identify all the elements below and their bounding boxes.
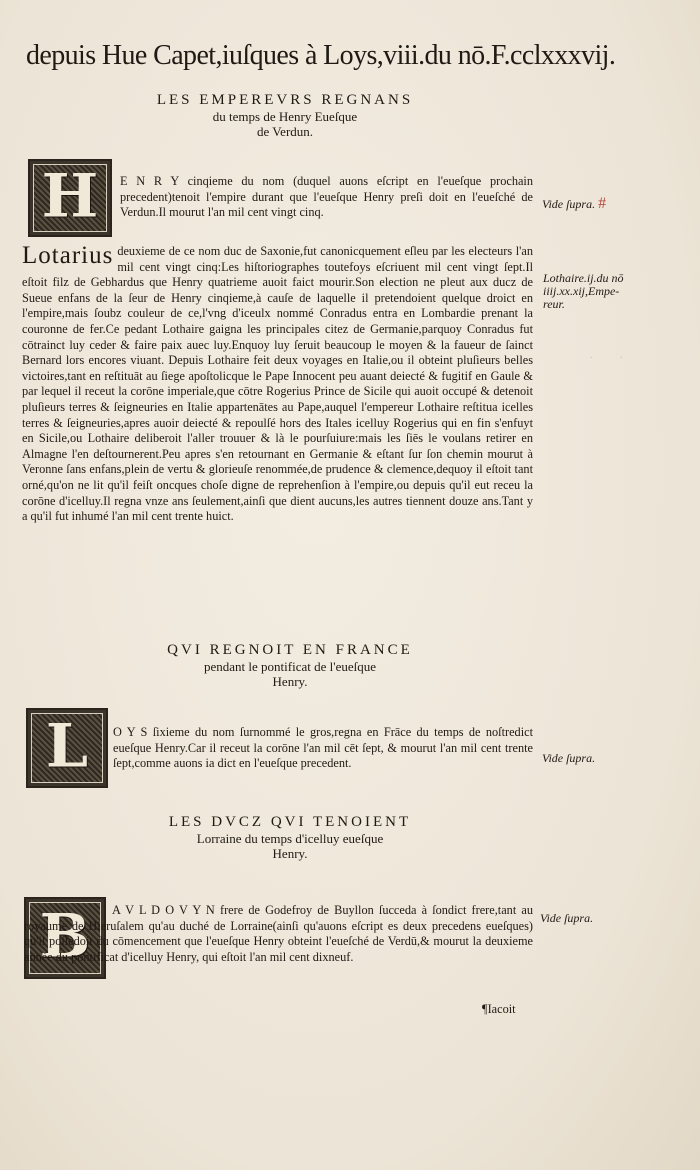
section-heading-france (100, 642, 480, 689)
heading-sub-1: pendant le pontificat de l'eueſque (204, 659, 376, 674)
heading-sub-2: de Verdun. (256, 124, 314, 139)
heading-sub-2: Henry. (272, 674, 308, 689)
dropcap-letter: L (45, 711, 89, 782)
section-heading-dukes (90, 814, 490, 861)
paragraph-lotarius-text: deuxieme de ce nom duc de Saxonie,fut canonicquement eſleu par les electeurs l'an mil cent vingt cinq:Les hiſtoriographes toutefoys eſcriuent mil cent vingt ſept.Il eſtoit filz de Gebhardus que Henry quatrieme auoit faict mourir.Son election ne pleut aux ducz de Sueue enfans de la ſeur de Henry cinqieme,à cauſe de laquelle il pretendoient quelque droict en l'empire,mais ſoubz couleur de ce,l'vng d'iceulx nommé Conradus entra en Lombardie prenant la couronne de fer.Ce pedant Lothaire gaigna les principales citez de Germanie,parquoy Conradus fut cōtrainct luy ceder & faire paix auec luy.Enquoy luy ſeruit beaucoup le moyen & la faueur de ſainct Bernard lors encores viuant. Depuis Lothaire feit deux voyages en Italie,ou il obteint pluſieurs belles victoires,tant en reſtituāt au ſiege apoſtolicque le Pape Innocent peu auant deiecté & fugitif en Gaule & par lequel il receut la corōne imperiale,que cōtre Rogerius Prince de Sicile qui auoit occupé & detenoit pluſieurs terres & ſeigneuries en Italie appartenātes au Pape,auquel l'empereur Lothaire reſtitua icelles terres & ſeigneuries,apres auoir deiecté & repoulſé hors des Itales icelluy Rogerius qui en fin s'enfuyt en Sicile,ou Lothaire deliberoit l'aller trouuer & là le pourſuiure:mais les ſiēs le voulans retirer en Almagne l'en deſtournerent.Peu apres s'en retournant en Germanie & eſtant ſur ſon chemin mourut à Veronne ſans enfans,plein de vertu & glorieuſe renommée,de prudence & clemence,dequoy il eſtoit tant orné,qu'on ne lit qu'il feiſt oncques choſe digne de reprehenſion à l'empire,ou depuis qu'il eut receu la corōne d'icelluy.Il regna vnze ans ſeulement,ainſi que dient aucuns,les autres tiennent douze ans.Tant y a qu'il fut inhumé l'an mil cent trente huict. (22, 244, 533, 524)
bleed-through-mark: . (620, 350, 623, 361)
margin-note-vide-supra-2: Vide ſupra. (542, 751, 596, 765)
paragraph-lotarius (22, 244, 533, 525)
paragraph-henry: E N R Y cinqieme du nom (duquel auons eſcript en l'eueſque prochain precedent)tenoit l'empire durant que l'eueſque Henry preſi doit en l'eueſché de Verdun.Il mourut l'an mil cent vingt cinq. (120, 174, 533, 220)
margin-note-line-1: Lothaire.ij.du nō (543, 271, 624, 285)
heading-caps: LES DVCZ QVI TENOIENT (168, 814, 412, 830)
heading-caps: QVI REGNOIT EN FRANCE (167, 642, 413, 658)
margin-note-vide-supra-1 (542, 197, 606, 211)
heading-sub-1: du temps de Henry Eueſque (212, 109, 358, 124)
margin-note-text: Vide ſupra. (542, 197, 596, 211)
dropcap-l (26, 708, 108, 788)
dropcap-letter: B (39, 901, 91, 972)
catchword: ¶Iacoit (482, 1002, 516, 1016)
heading-sub-2: Henry. (272, 846, 308, 861)
margin-note-vide-supra-3: Vide ſupra. (540, 911, 594, 925)
red-hash-mark-icon: # (598, 195, 607, 212)
dropcap-h (28, 159, 112, 237)
bleed-through-mark: . (590, 350, 593, 361)
section-heading-emperors (90, 92, 480, 139)
lead-word: Lotarius (22, 242, 114, 269)
running-head: depuis Hue Capet,iuſques à Loys,viii.du nō.F.cclxxxvij. (26, 40, 616, 71)
heading-caps: LES EMPEREVRS REGNANS (156, 92, 414, 108)
margin-note-lothaire (543, 272, 624, 311)
margin-note-line-2: iiij.xx.xij,Empe- (543, 284, 620, 298)
paragraph-loys: O Y S ſixieme du nom ſurnommé le gros,regna en Frāce du temps de noſtredict eueſque Henry.Car il receut la corōne l'an mil cēt ſept, & mourut l'an mil cent trente ſept,comme auons ia dict en l'eueſque precedent. (113, 725, 533, 771)
heading-sub-1: Lorraine du temps d'icelluy eueſque (196, 831, 384, 846)
paragraph-bauldouyn: A V L D O V Y N frere de Godefroy de Buyllon ſucceda à ſondict frere,tant au royaume de Hieruſalem qu'au duché de Lorraine(ainſi qu'auons eſcript es deux precedens eueſques) qu'il poſſedoit du cōmencement que l'eueſque Henry obteint l'eueſché de Verdū,& mourut la deuxieme année du pontificat d'icelluy Henry, qui eſtoit l'an mil cent dixneuf. (24, 903, 533, 964)
dropcap-letter: H (41, 161, 99, 232)
margin-note-line-3: reur. (543, 297, 565, 311)
